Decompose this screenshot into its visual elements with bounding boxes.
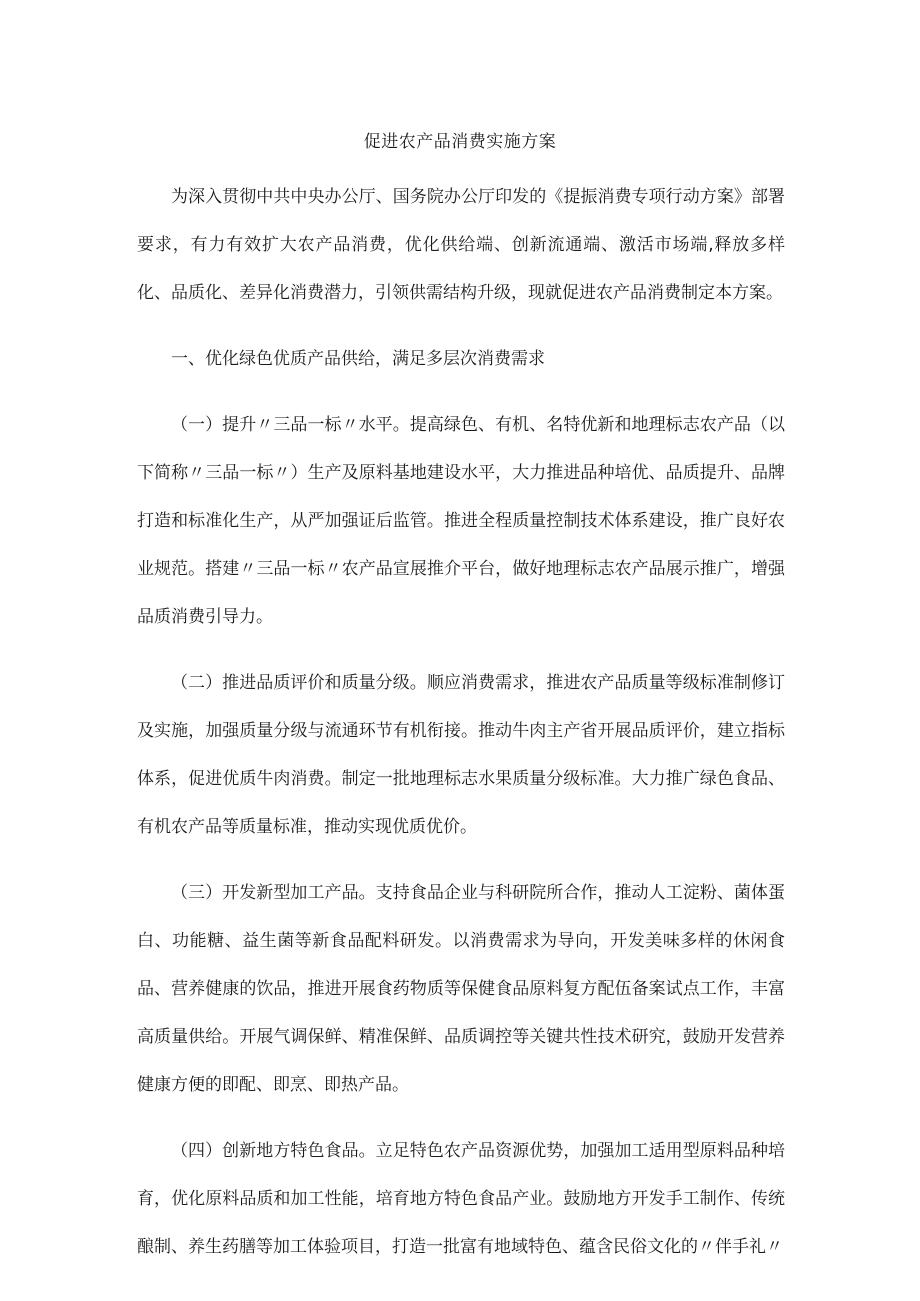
paragraph-item-3: （三）开发新型加工产品。支持食品企业与科研院所合作，推动人工淀粉、菌体蛋白、功能糖、益生菌等新食品配料研发。以消费需求为导向，开发美味多样的休闲食品、营养健康的饮品，推进开展食药物质等保健食品原料复方配伍备案试点工作，丰富高质量供给。开展气调保鲜、精准保鲜、品质调控等关键共性技术研究，鼓励开发营养健康方便的即配、即烹、即热产品。 bbox=[137, 883, 785, 1095]
paragraph-item-2: （二）推进品质评价和质量分级。顺应消费需求，推进农产品质量等级标准制修订及实施，加强质量分级与流通环节有机衔接。推动牛肉主产省开展品质评价，建立指标体系，促进优质牛肉消费。制定一批地理标志水果质量分级标准。大力推广绿色食品、有机农产品等质量标准，推动实现优质优价。 bbox=[137, 673, 785, 837]
paragraph-item-4: （四）创新地方特色食品。立足特色农产品资源优势，加强加工适用型原料品种培育，优化原料品质和加工性能，培育地方特色食品产业。鼓励地方开发手工制作、传统酿制、养生药膳等加工体验项目，打造一批富有地域特色、蕴含民俗文化的〃伴手礼〃 bbox=[137, 1141, 785, 1257]
section-heading: 一、优化绿色优质产品供给，满足多层次消费需求 bbox=[171, 349, 545, 369]
document-title: 促进农产品消费实施方案 bbox=[363, 132, 557, 152]
intro-paragraph: 为深入贯彻中共中央办公厅、国务院办公厅印发的《提振消费专项行动方案》部署要求，有力有效扩大农产品消费，优化供给端、创新流通端、激活市场端,释放多样化、品质化、差异化消费潜力，引领供需结构升级，现就促进农产品消费制定本方案。 bbox=[137, 187, 785, 303]
paragraph-item-1: （一）提升〃三品一标〃水平。提高绿色、有机、名特优新和地理标志农产品（以下简称〃三品一标〃）生产及原料基地建设水平，大力推进品种培优、品质提升、品牌打造和标准化生产，从严加强证后监管。推进全程质量控制技术体系建设，推广良好农业规范。搭建〃三品一标〃农产品宣展推介平台，做好地理标志农产品展示推广，增强品质消费引导力。 bbox=[137, 415, 785, 627]
document-body bbox=[137, 173, 785, 1289]
